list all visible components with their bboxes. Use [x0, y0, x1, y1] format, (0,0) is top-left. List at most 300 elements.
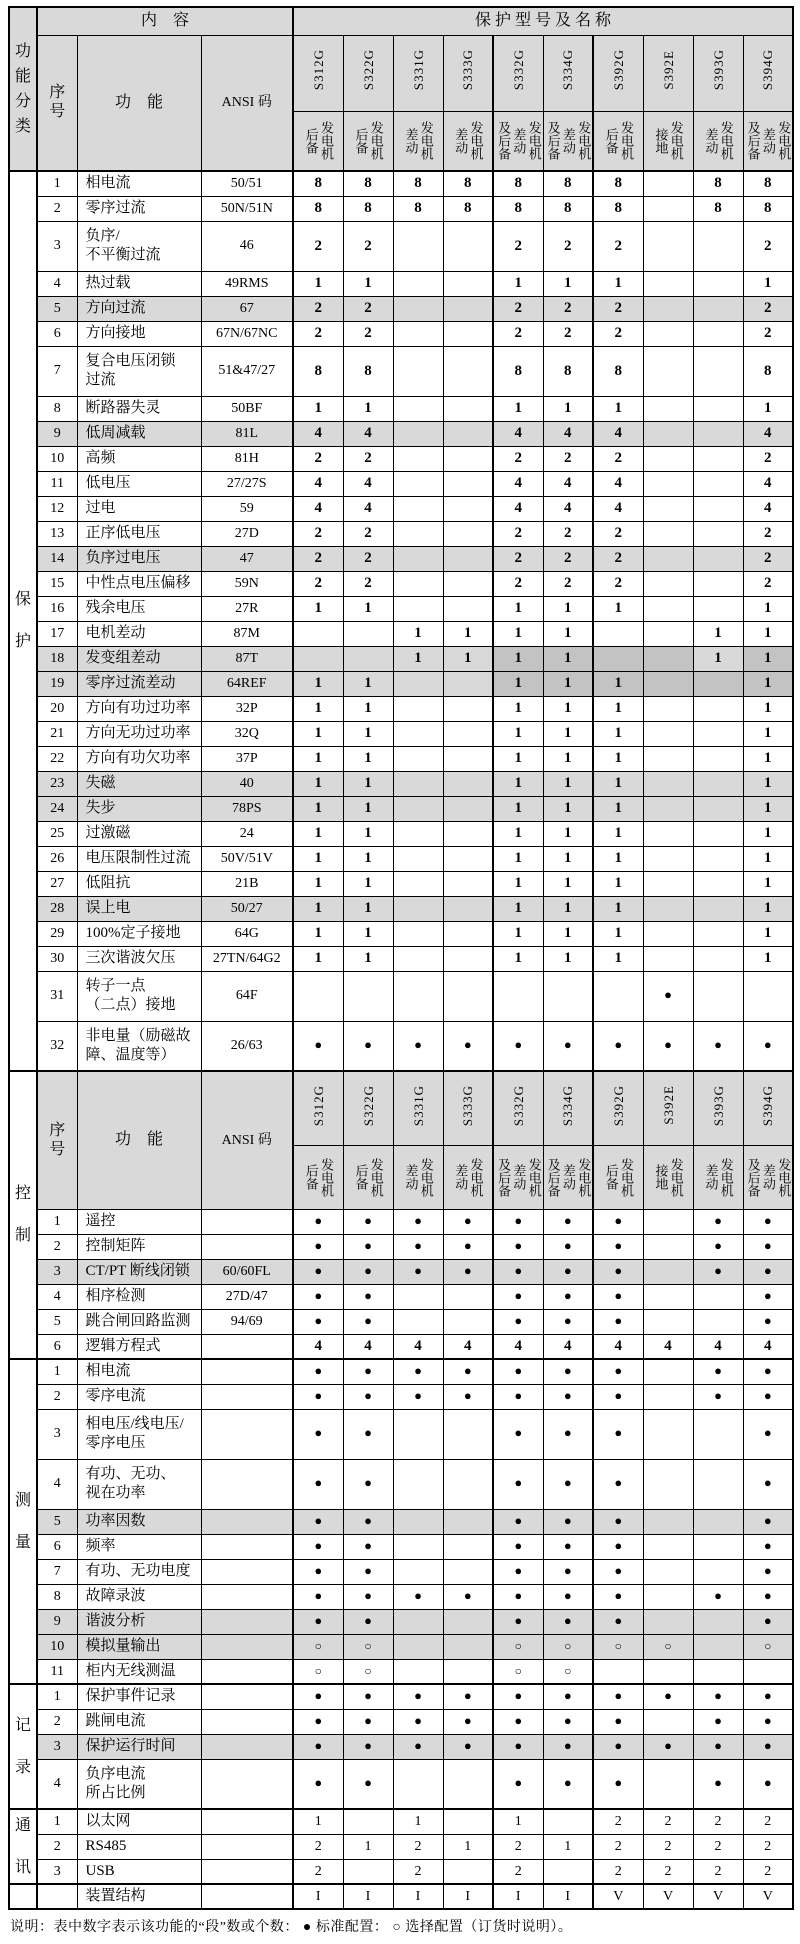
value-cell: [543, 796, 593, 821]
value-cell: [293, 971, 343, 1021]
value-cell: [393, 346, 443, 396]
value-cell: [743, 446, 793, 471]
function-cell: 遥控: [77, 1209, 201, 1234]
ansi-cell: [201, 1759, 293, 1809]
table-row: [9, 1459, 793, 1509]
value-text: 2: [314, 550, 322, 567]
value-text: 2: [514, 525, 522, 542]
function-cell: 方向接地: [77, 321, 201, 346]
value-text: 8: [364, 362, 372, 379]
model-desc-cell: [393, 111, 443, 171]
value-text: 1: [564, 725, 572, 742]
value-cell: [443, 1709, 493, 1734]
value-cell: [643, 1534, 693, 1559]
value-text: 1: [614, 925, 622, 942]
value-cell: [393, 1234, 443, 1259]
value-cell: [643, 596, 693, 621]
table-row: [9, 846, 793, 871]
row-number-cell: 11: [37, 1659, 77, 1684]
model-description: 发电机 差动: [453, 121, 484, 161]
standard-config-dot: ●: [414, 1737, 422, 1753]
value-cell: [743, 471, 793, 496]
value-text: 2: [564, 450, 572, 467]
value-cell: [643, 1209, 693, 1234]
value-cell: [543, 1021, 593, 1071]
value-cell: [393, 621, 443, 646]
value-cell: [393, 1409, 443, 1459]
value-cell: [593, 1209, 643, 1234]
value-text: 1: [764, 950, 772, 967]
ansi-cell: 27/27S: [201, 471, 293, 496]
function-cell: 热过载: [77, 271, 201, 296]
function-cell: 跳闸电流: [77, 1709, 201, 1734]
value-cell: [693, 1834, 743, 1859]
value-cell: [593, 1021, 643, 1071]
value-cell: [493, 1709, 543, 1734]
value-cell: [443, 946, 493, 971]
standard-config-dot: ●: [763, 1425, 772, 1441]
standard-config-dot: ●: [514, 1425, 523, 1441]
value-cell: [743, 546, 793, 571]
standard-config-dot: ●: [314, 1287, 323, 1303]
value-cell: [743, 1834, 793, 1859]
standard-config-dot: ●: [314, 1262, 323, 1278]
table-row: [9, 596, 793, 621]
value-cell: [343, 546, 393, 571]
model-name-cell: [443, 1071, 493, 1145]
value-cell: [693, 521, 743, 546]
value-cell: [593, 1234, 643, 1259]
value-text: 2: [314, 325, 322, 342]
function-cell: 方向过流: [77, 296, 201, 321]
value-cell: [643, 1509, 693, 1534]
value-cell: [293, 846, 343, 871]
standard-config-dot: ●: [314, 1688, 323, 1703]
value-cell: [343, 1584, 393, 1609]
value-text: 1: [614, 675, 622, 692]
function-cell: 装置结构: [77, 1884, 201, 1909]
function-cell: 保护运行时间: [77, 1734, 201, 1759]
value-cell: [493, 346, 543, 396]
value-cell: [493, 1684, 543, 1709]
value-cell: [393, 771, 443, 796]
value-cell: [443, 546, 493, 571]
value-cell: [393, 521, 443, 546]
value-cell: [293, 521, 343, 546]
standard-config-dot: ●: [614, 1387, 623, 1403]
value-cell: [343, 1459, 393, 1509]
value-cell: [643, 221, 693, 271]
table-row: [9, 1309, 793, 1334]
value-cell: [493, 1734, 543, 1759]
row-number-cell: 7: [37, 346, 77, 396]
ansi-cell: 59: [201, 496, 293, 521]
standard-config-dot: ●: [514, 1287, 523, 1303]
value-cell: [393, 1334, 443, 1359]
value-text: 1: [564, 875, 572, 892]
standard-config-dot: ●: [614, 1262, 623, 1278]
row-number-cell: 10: [37, 1634, 77, 1659]
standard-config-dot: ●: [763, 1312, 772, 1328]
value-cell: [443, 1884, 493, 1909]
value-cell: [593, 1809, 643, 1834]
value-text: 1: [614, 950, 622, 967]
value-cell: [593, 1309, 643, 1334]
value-cell: [693, 1359, 743, 1384]
ansi-cell: 37P: [201, 746, 293, 771]
ansi-cell: [201, 1659, 293, 1684]
standard-config-dot: ●: [514, 1387, 523, 1403]
value-cell: [543, 1884, 593, 1909]
value-cell: [343, 1409, 393, 1459]
standard-config-dot: ●: [414, 1037, 422, 1052]
table-row: [9, 1234, 793, 1259]
standard-config-dot: ●: [314, 1475, 323, 1491]
standard-config-dot: ●: [763, 1262, 772, 1278]
value-cell: [443, 746, 493, 771]
value-cell: [543, 396, 593, 421]
value-cell: [293, 921, 343, 946]
optional-config-circle: ○: [764, 1638, 772, 1653]
ansi-cell: 81L: [201, 421, 293, 446]
value-text: 4: [614, 1337, 622, 1354]
value-cell: [593, 771, 643, 796]
value-cell: [293, 1459, 343, 1509]
standard-config-dot: ●: [414, 1237, 422, 1253]
value-cell: [343, 1534, 393, 1559]
function-header-cell: 功 能: [77, 35, 201, 171]
value-cell: [393, 1284, 443, 1309]
value-cell: [593, 1259, 643, 1284]
model-desc-cell: [643, 1145, 693, 1209]
function-cell: 残余电压: [77, 596, 201, 621]
standard-config-dot: ●: [514, 1562, 523, 1578]
value-cell: [293, 746, 343, 771]
ansi-cell: 50V/51V: [201, 846, 293, 871]
value-text: 1: [314, 725, 322, 742]
value-text: 1: [514, 750, 522, 767]
model-name-cell: [543, 1071, 593, 1145]
value-text: 1: [564, 925, 572, 942]
value-cell: [643, 346, 693, 396]
value-cell: [443, 1021, 493, 1071]
value-cell: [593, 1284, 643, 1309]
table-row: [9, 646, 793, 671]
value-cell: [743, 1709, 793, 1734]
value-cell: [443, 871, 493, 896]
table-row: [9, 446, 793, 471]
value-cell: [443, 1409, 493, 1459]
value-cell: [493, 721, 543, 746]
seq-header-cell: [37, 35, 77, 171]
function-label: 非电量（励磁故 障、温度等）: [85, 1028, 191, 1063]
ansi-cell: [201, 1684, 293, 1709]
ansi-cell: [201, 1534, 293, 1559]
value-cell: [343, 1734, 393, 1759]
value-cell: [543, 746, 593, 771]
standard-config-dot: ●: [514, 1312, 523, 1328]
value-cell: [393, 1359, 443, 1384]
row-number-cell: 8: [37, 1584, 77, 1609]
standard-config-dot: ●: [514, 1712, 523, 1728]
value-cell: [393, 1884, 443, 1909]
value-cell: [443, 221, 493, 271]
value-cell: [393, 221, 443, 271]
value-text: 8: [614, 175, 622, 192]
value-cell: [593, 721, 643, 746]
value-text: 2: [564, 237, 572, 254]
value-cell: [693, 1709, 743, 1734]
standard-config-dot: ●: [614, 1037, 623, 1052]
model-code-label: S332G: [510, 1084, 526, 1126]
model-name-cell: [593, 1071, 643, 1145]
standard-config-dot: ●: [364, 1425, 372, 1441]
function-cell: 100%定子接地: [77, 921, 201, 946]
standard-config-dot: ●: [463, 1212, 472, 1228]
table-row: [9, 1684, 793, 1709]
value-cell: [543, 221, 593, 271]
table-row: [9, 35, 793, 111]
value-cell: [343, 321, 393, 346]
value-cell: [393, 446, 443, 471]
function-cell: [77, 1759, 201, 1809]
value-text: 2: [614, 237, 622, 254]
model-name-cell: [393, 35, 443, 111]
standard-config-dot: ●: [763, 1562, 772, 1578]
value-cell: [693, 1234, 743, 1259]
value-cell: [643, 896, 693, 921]
standard-config-dot: ●: [514, 1237, 523, 1253]
value-cell: [643, 1459, 693, 1509]
row-number-cell: 1: [37, 1684, 77, 1709]
value-cell: [693, 871, 743, 896]
value-cell: [293, 1384, 343, 1409]
table-row: [9, 1709, 793, 1734]
value-cell: [443, 321, 493, 346]
standard-config-dot: ●: [563, 1475, 572, 1491]
function-cell: 断路器失灵: [77, 396, 201, 421]
table-row: [9, 1884, 793, 1909]
value-cell: [693, 821, 743, 846]
table-row: [9, 421, 793, 446]
model-name-cell: [293, 1071, 343, 1145]
standard-config-dot: ●: [463, 1587, 472, 1603]
value-text: 2: [764, 575, 772, 592]
ansi-cell: [201, 1334, 293, 1359]
value-cell: [443, 1359, 493, 1384]
row-number-cell: 1: [37, 171, 77, 196]
value-cell: [293, 471, 343, 496]
value-cell: [543, 421, 593, 446]
value-cell: [493, 1584, 543, 1609]
value-cell: [743, 821, 793, 846]
value-cell: [443, 646, 493, 671]
value-text: 1: [514, 1814, 522, 1829]
value-text: 1: [764, 650, 772, 667]
value-cell: [443, 1284, 493, 1309]
value-cell: [293, 1834, 343, 1859]
value-text: 1: [764, 600, 772, 617]
value-text: V: [762, 1888, 773, 1904]
value-cell: [343, 971, 393, 1021]
optional-config-circle: ○: [314, 1663, 322, 1678]
value-cell: [693, 1734, 743, 1759]
optional-config-circle: ○: [614, 1638, 622, 1653]
value-text: 2: [614, 1863, 622, 1879]
value-text: 8: [714, 175, 722, 192]
ansi-cell: 40: [201, 771, 293, 796]
standard-config-dot: ●: [463, 1037, 472, 1052]
standard-config-dot: ●: [563, 1587, 572, 1603]
function-label: 转子一点 （二点）接地: [85, 978, 176, 1013]
model-desc-cell: [443, 111, 493, 171]
model-desc-cell: [543, 1145, 593, 1209]
ansi-header-cell: ANSI 码: [201, 35, 293, 171]
standard-config-dot: ●: [364, 1562, 372, 1578]
value-cell: [593, 646, 643, 671]
model-desc-cell: [693, 1145, 743, 1209]
value-cell: [493, 596, 543, 621]
value-text: 1: [564, 825, 572, 842]
ansi-cell: 47: [201, 546, 293, 571]
value-cell: [293, 1509, 343, 1534]
value-cell: [443, 1659, 493, 1684]
value-cell: [543, 1609, 593, 1634]
standard-config-dot: ●: [514, 1363, 523, 1378]
ansi-cell: 32Q: [201, 721, 293, 746]
value-cell: [543, 296, 593, 321]
value-cell: [543, 696, 593, 721]
ansi-cell: 27R: [201, 596, 293, 621]
value-cell: [643, 321, 693, 346]
value-text: 4: [614, 500, 622, 517]
value-cell: [443, 1209, 493, 1234]
value-text: 1: [464, 625, 472, 642]
value-cell: [593, 921, 643, 946]
value-text: 4: [414, 1337, 422, 1354]
standard-config-dot: ●: [714, 1712, 722, 1728]
table-row: [9, 821, 793, 846]
value-text: 8: [564, 200, 572, 217]
table-row: [9, 346, 793, 396]
model-code-label: S333G: [460, 49, 476, 91]
row-number-cell: 14: [37, 546, 77, 571]
model-desc-cell: [743, 111, 793, 171]
table-row: [9, 871, 793, 896]
value-cell: [543, 1459, 593, 1509]
function-cell: 过电: [77, 496, 201, 521]
standard-config-dot: ●: [614, 1537, 623, 1553]
value-cell: [643, 471, 693, 496]
value-text: 8: [464, 200, 472, 217]
seq-header-label: 序 号: [49, 1121, 66, 1158]
value-cell: [593, 1459, 643, 1509]
value-cell: [493, 1259, 543, 1284]
value-cell: [693, 1559, 743, 1584]
value-text: 1: [764, 400, 772, 417]
ansi-cell: [201, 1609, 293, 1634]
ansi-cell: 67N/67NC: [201, 321, 293, 346]
value-text: 2: [764, 525, 772, 542]
table-row: [9, 1359, 793, 1384]
value-text: 8: [564, 362, 572, 379]
value-cell: [743, 1534, 793, 1559]
table-row: [9, 1734, 793, 1759]
optional-config-circle: ○: [364, 1663, 372, 1678]
value-cell: [393, 921, 443, 946]
value-text: 1: [514, 675, 522, 692]
value-text: 8: [764, 362, 772, 379]
value-cell: [543, 1734, 593, 1759]
value-text: 1: [314, 675, 322, 692]
value-cell: [493, 1309, 543, 1334]
value-text: 4: [564, 500, 572, 517]
value-cell: [593, 171, 643, 196]
value-cell: [643, 846, 693, 871]
value-cell: [293, 1259, 343, 1284]
value-text: I: [315, 1888, 321, 1904]
value-cell: [343, 1709, 393, 1734]
value-cell: [743, 521, 793, 546]
value-cell: [643, 696, 693, 721]
value-cell: [343, 521, 393, 546]
function-cell: 失磁: [77, 771, 201, 796]
value-text: 1: [564, 900, 572, 917]
value-cell: [393, 471, 443, 496]
value-cell: [493, 696, 543, 721]
standard-config-dot: ●: [314, 1537, 323, 1553]
row-number-cell: 5: [37, 1509, 77, 1534]
value-text: 2: [714, 1838, 722, 1854]
value-cell: [743, 1809, 793, 1834]
value-cell: [593, 821, 643, 846]
standard-config-dot: ●: [614, 1587, 623, 1603]
value-cell: [493, 1859, 543, 1884]
value-cell: [543, 471, 593, 496]
value-cell: [493, 296, 543, 321]
optional-config-circle: ○: [564, 1638, 572, 1653]
value-cell: [293, 621, 343, 646]
value-text: 1: [764, 625, 772, 642]
function-cell: 负序过电压: [77, 546, 201, 571]
function-cell: 发变组差动: [77, 646, 201, 671]
value-cell: [443, 596, 493, 621]
value-cell: [493, 1509, 543, 1534]
value-text: 2: [664, 1838, 672, 1854]
value-cell: [543, 1559, 593, 1584]
value-cell: [743, 771, 793, 796]
ansi-cell: 50N/51N: [201, 196, 293, 221]
value-cell: [743, 1559, 793, 1584]
value-text: I: [465, 1888, 471, 1904]
value-cell: [693, 1659, 743, 1684]
value-text: 4: [364, 500, 372, 517]
value-cell: [293, 871, 343, 896]
standard-config-dot: ●: [514, 1037, 523, 1052]
value-cell: [543, 1209, 593, 1234]
value-text: 1: [564, 950, 572, 967]
optional-config-circle: ○: [364, 1638, 372, 1653]
value-cell: [293, 1634, 343, 1659]
value-cell: [543, 1409, 593, 1459]
value-text: 1: [614, 900, 622, 917]
function-cell: [77, 346, 201, 396]
standard-config-dot: ●: [314, 1237, 323, 1253]
value-text: 4: [514, 500, 522, 517]
standard-config-dot: ●: [563, 1775, 572, 1790]
row-number-cell: 6: [37, 321, 77, 346]
value-text: 1: [614, 750, 622, 767]
